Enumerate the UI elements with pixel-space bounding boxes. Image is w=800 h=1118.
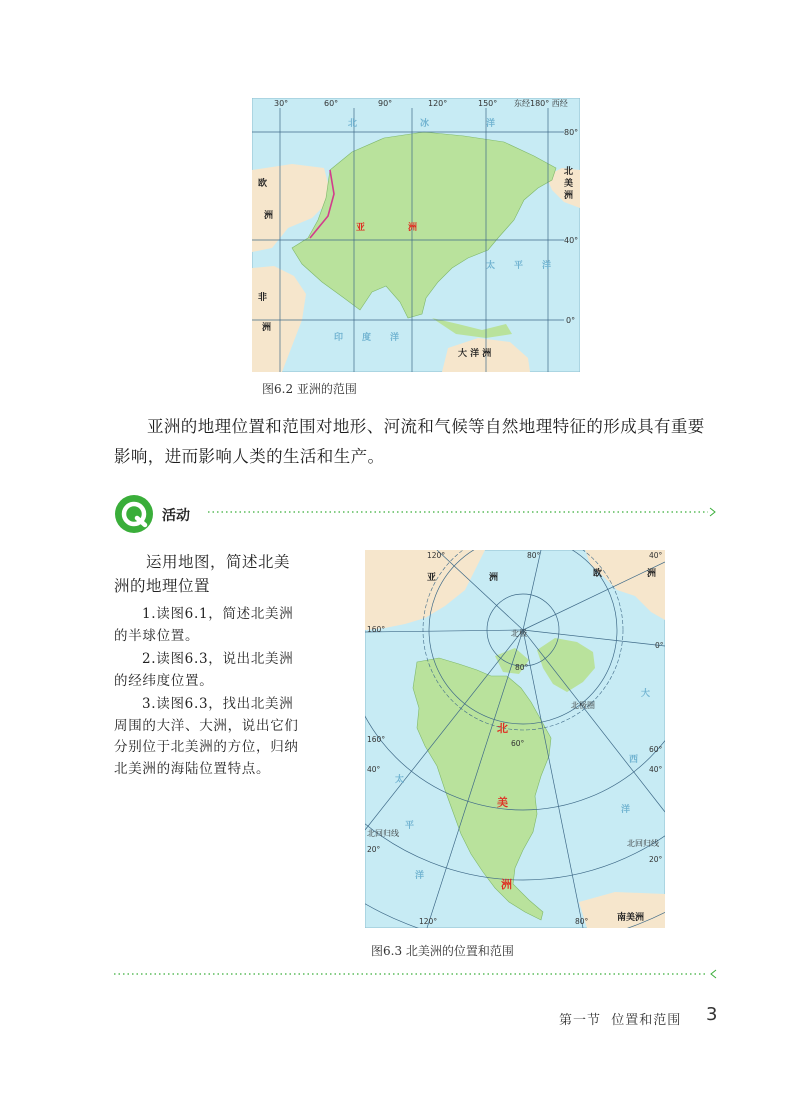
oceania-label: 大 洋 洲 xyxy=(458,349,492,359)
activity-icon xyxy=(114,494,154,534)
asia-label: 洲 xyxy=(408,223,418,233)
degree-label: 120° xyxy=(427,551,446,560)
indian-ocean-label: 度 xyxy=(362,333,372,343)
asia-label: 洲 xyxy=(489,573,499,583)
degree-label: 80° xyxy=(515,663,529,672)
arctic-circle-label: 北极圈 xyxy=(571,701,595,710)
list-item: 2.读图6.3，说出北美洲的经纬度位置。 xyxy=(114,651,294,689)
degree-label: 80° xyxy=(575,917,589,926)
asia-label: 亚 xyxy=(356,223,366,233)
activity-questions xyxy=(114,604,302,782)
lat-label: 40° xyxy=(564,236,579,245)
activity-divider-top xyxy=(208,505,720,519)
europe-label: 欧 xyxy=(593,569,603,579)
degree-label: 120° xyxy=(419,917,438,926)
europe-label: 洲 xyxy=(647,569,657,579)
degree-label: 20° xyxy=(649,855,663,864)
degree-label: 20° xyxy=(367,845,381,854)
pacific-ocean-label: 平 xyxy=(405,821,415,831)
tropic-label: 北回归线 xyxy=(627,839,659,848)
indian-ocean-label: 洋 xyxy=(390,333,400,343)
north-america-label: 美 xyxy=(497,796,508,809)
lon-label: 东经180° 西经 xyxy=(514,99,568,108)
degree-label: 40° xyxy=(649,551,663,560)
pacific-ocean-label: 洋 xyxy=(542,261,552,271)
activity-title: 活动 xyxy=(162,508,190,524)
degree-label: 60° xyxy=(649,745,663,754)
north-america-label: 洲 xyxy=(564,191,574,201)
pacific-ocean-label: 太 xyxy=(395,775,405,785)
asia-extent-map xyxy=(252,98,580,372)
degree-label: 40° xyxy=(367,765,381,774)
lon-label: 120° xyxy=(428,99,448,108)
page-number: 3 xyxy=(706,1004,718,1025)
indian-ocean-label: 印 xyxy=(334,333,344,343)
list-item: 1.读图6.1，简述北美洲的半球位置。 xyxy=(114,606,294,644)
north-america-position-map xyxy=(365,550,665,928)
footer-section-title: 第一节 位置和范围 xyxy=(559,1013,682,1028)
tropic-label: 北回归线 xyxy=(367,829,399,838)
pacific-ocean-label: 太 xyxy=(486,261,496,271)
arctic-ocean-label: 北 xyxy=(348,119,358,129)
north-america-label: 北 xyxy=(497,722,508,735)
north-america-label: 北 xyxy=(564,167,574,177)
atlantic-ocean-label: 洋 xyxy=(621,805,631,815)
degree-label: 40° xyxy=(649,765,663,774)
lon-label: 30° xyxy=(274,99,289,108)
figure-caption: 图6.3 北美洲的位置和范围 xyxy=(371,944,514,958)
lat-label: 80° xyxy=(564,128,579,137)
atlantic-ocean-label: 西 xyxy=(629,755,639,765)
lon-label: 60° xyxy=(324,99,339,108)
body-paragraph: 亚洲的地理位置和范围对地形、河流和气候等自然地理特征的形成具有重要影响，进而影响人类的生活和生产。 xyxy=(114,417,705,466)
arctic-ocean-label: 冰 xyxy=(420,119,430,129)
activity-intro: 运用地图，简述北美洲的地理位置 xyxy=(114,553,291,595)
degree-label: 60° xyxy=(511,739,525,748)
atlantic-ocean-label: 大 xyxy=(641,689,651,699)
degree-label: 80° xyxy=(527,551,541,560)
asia-label: 亚 xyxy=(427,573,437,583)
list-item: 3.读图6.3，找出北美洲周围的大洋、大洲，说出它们分别位于北美洲的方位，归纳北美洲的海陆位置特点。 xyxy=(114,696,299,777)
south-america-label: 南美洲 xyxy=(617,913,645,923)
pacific-ocean-label: 平 xyxy=(514,261,524,271)
north-pole-label: 北极 xyxy=(511,629,527,638)
africa-label: 洲 xyxy=(262,323,272,333)
activity-divider-bottom xyxy=(114,967,720,981)
figure-caption: 图6.2 亚洲的范围 xyxy=(262,382,357,396)
europe-label: 欧 xyxy=(258,179,268,189)
degree-label: 160° xyxy=(367,625,386,634)
europe-label: 洲 xyxy=(264,211,274,221)
degree-label: 160° xyxy=(367,735,386,744)
africa-label: 非 xyxy=(258,293,268,303)
degree-label: 0° xyxy=(655,641,664,650)
north-america-label: 洲 xyxy=(501,878,512,891)
pacific-ocean-label: 洋 xyxy=(415,871,425,881)
lat-label: 0° xyxy=(566,316,576,325)
lon-label: 150° xyxy=(478,99,498,108)
arctic-ocean-label: 洋 xyxy=(486,119,496,129)
north-america-label: 美 xyxy=(564,179,574,189)
lon-label: 90° xyxy=(378,99,393,108)
